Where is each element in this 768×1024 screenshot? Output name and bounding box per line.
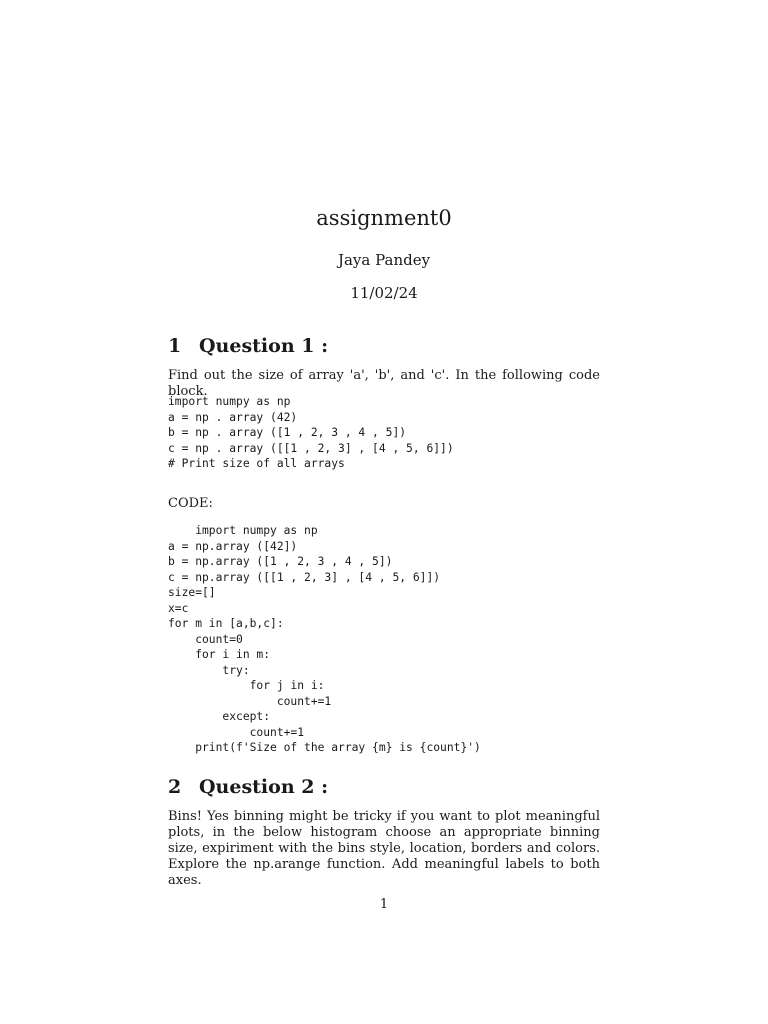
section-title: Question 2 : xyxy=(199,776,329,798)
section-heading-1 xyxy=(168,335,328,357)
section-title: Question 1 : xyxy=(199,335,329,357)
document-title: assignment0 xyxy=(316,206,452,230)
page-number: 1 xyxy=(379,897,389,912)
code-label: CODE: xyxy=(168,496,213,511)
question-1-text: Find out the size of array 'a', 'b', and 'c'. In the following code block. xyxy=(168,368,600,399)
section-number: 1 xyxy=(168,335,182,357)
section-heading-2 xyxy=(168,776,328,798)
document-date: 11/02/24 xyxy=(350,284,418,302)
given-code-block: import numpy as np a = np . array (42) b = np . array ([1 , 2, 3 , 4 , 5]) c = np . array ([[1 , 2, 3] , [4 , 5, 6]]) # Print size of all arrays xyxy=(168,395,454,470)
section-number: 2 xyxy=(168,776,182,798)
answer-code-block: import numpy as np a = np.array ([42]) b = np.array ([1 , 2, 3 , 4 , 5]) c = np.array ([[1 , 2, 3] , [4 , 5, 6]]) size=[] x=c for m in [a,b,c]: count=0 for i in m: try: for j in i: count+=1 except: count+=1 print(f'Size of the array {m} is {count}') xyxy=(168,524,481,754)
question-2-text: Bins! Yes binning might be tricky if you want to plot meaningful plots, in the below histogram choose an appropriate binning size, expiriment with the bins style, location, borders and colors. Explore the np.arange function. Add meaningful labels to both axes. xyxy=(168,809,600,888)
author-name: Jaya Pandey xyxy=(337,251,431,269)
